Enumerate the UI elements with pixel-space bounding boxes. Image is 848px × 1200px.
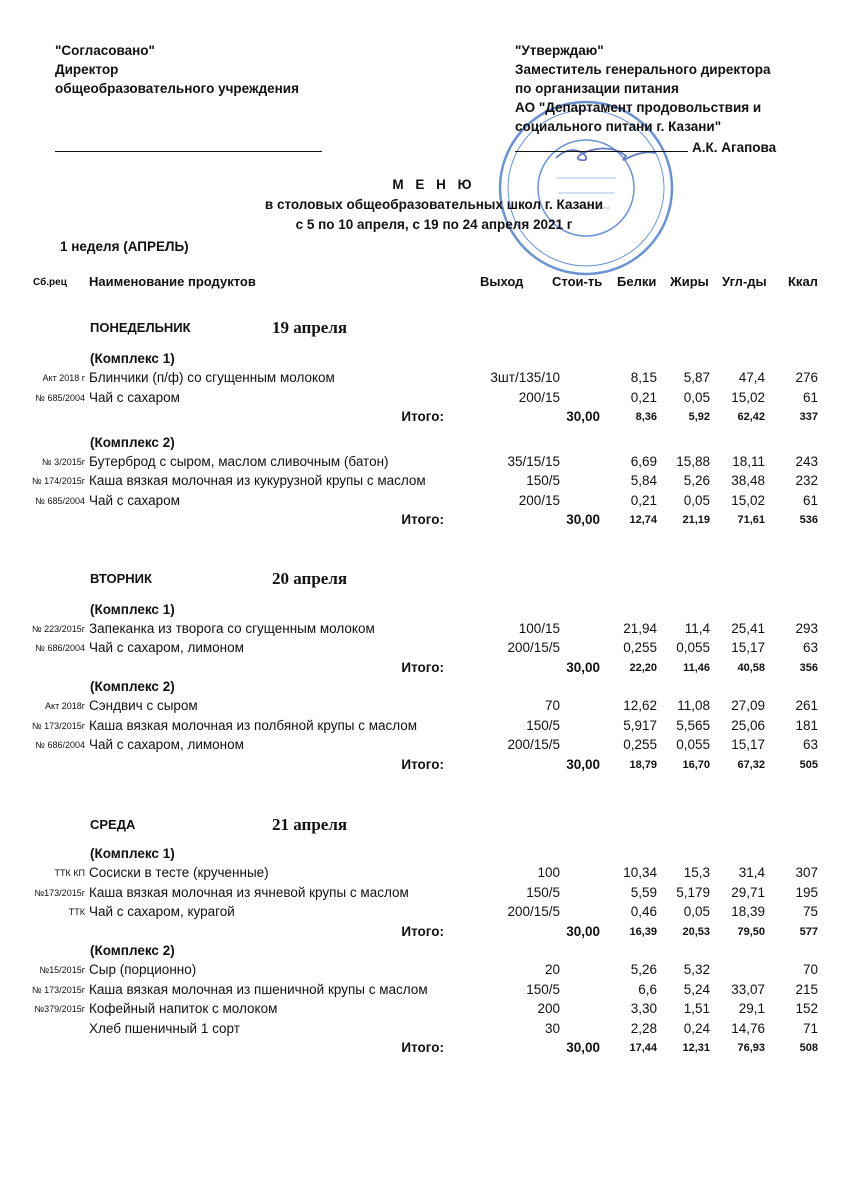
kcal-value: 75 [802, 904, 818, 920]
col-kcal: Ккал [788, 274, 818, 289]
fat-value: 0,24 [683, 1020, 710, 1036]
portion-output: 100 [537, 865, 560, 881]
protein-value: 5,26 [630, 962, 657, 978]
total-fat: 21,19 [682, 514, 710, 527]
fat-value: 0,055 [676, 737, 710, 753]
kcal-value: 61 [802, 492, 818, 508]
carbs-value: 47,4 [738, 370, 765, 386]
complex-label-row [0, 942, 848, 961]
portion-output: 30 [544, 1020, 560, 1036]
total-fat: 5,92 [688, 411, 710, 424]
total-kcal: 508 [799, 1041, 818, 1054]
recipe-code: №15/2015г [39, 965, 85, 976]
total-cost: 30,00 [566, 1039, 600, 1055]
total-label: Итого: [401, 923, 444, 939]
protein-value: 5,917 [623, 717, 657, 733]
total-protein: 12,74 [629, 514, 657, 527]
carbs-value: 15,02 [731, 492, 765, 508]
carbs-value: 29,71 [731, 884, 765, 900]
fat-value: 5,565 [676, 717, 710, 733]
kcal-value: 71 [802, 1020, 818, 1036]
table-row [0, 369, 848, 388]
portion-output: 20 [544, 962, 560, 978]
carbs-value: 14,76 [731, 1020, 765, 1036]
recipe-code: № 174/2015г [32, 476, 85, 487]
institution-label: общеобразовательного учреждения [55, 81, 299, 96]
total-label: Итого: [401, 1039, 444, 1055]
carbs-value: 38,48 [731, 473, 765, 489]
protein-value: 2,28 [630, 1020, 657, 1036]
recipe-code: №379/2015г [34, 1004, 85, 1015]
dish-name: Каша вязкая молочная из полбяной крупы с маслом [89, 717, 418, 733]
protein-value: 0,21 [630, 389, 657, 405]
signature-line-right [515, 151, 688, 152]
fat-value: 0,05 [683, 492, 710, 508]
col-carbs: Угл-ды [722, 274, 767, 289]
recipe-code: № 3/2015г [42, 456, 85, 467]
portion-output: 200/15/5 [507, 737, 560, 753]
portion-output: 3шт/135/10 [490, 370, 560, 386]
table-row [0, 472, 848, 491]
recipe-code: № 685/2004 [35, 495, 85, 506]
kcal-value: 61 [802, 389, 818, 405]
portion-output: 200/15 [518, 389, 560, 405]
deputy-title-2: по организации питания [515, 81, 679, 96]
day-name: СРЕДА [90, 817, 136, 833]
day-name: ПОНЕДЕЛЬНИК [90, 320, 191, 335]
recipe-code: № 685/2004 [35, 392, 85, 403]
dish-name: Хлеб пшеничный 1 сорт [89, 1020, 240, 1036]
kcal-value: 195 [795, 884, 818, 900]
kcal-value: 63 [802, 640, 818, 656]
total-fat: 20,53 [682, 925, 710, 938]
table-row [0, 961, 848, 980]
table-row [0, 903, 848, 922]
col-name: Наименование продуктов [89, 274, 256, 289]
approve-label: "Утверждаю" [515, 43, 604, 58]
total-row [0, 408, 848, 427]
portion-output: 35/15/15 [507, 453, 560, 469]
carbs-value: 18,11 [732, 453, 765, 469]
director-label: Директор [55, 62, 119, 77]
kcal-value: 232 [795, 473, 818, 489]
dish-name: Чай с сахаром, курагой [89, 904, 235, 920]
protein-value: 12,62 [623, 698, 657, 714]
total-carbs: 62,42 [737, 411, 765, 424]
total-fat: 11,46 [683, 661, 710, 674]
protein-value: 6,6 [638, 981, 657, 997]
recipe-code: № 173/2015г [32, 720, 85, 731]
col-output: Выход [480, 274, 524, 289]
recipe-code: ТТК [68, 907, 85, 918]
protein-value: 5,84 [630, 473, 657, 489]
kcal-value: 276 [795, 370, 818, 386]
protein-value: 5,59 [630, 884, 657, 900]
dish-name: Каша вязкая молочная из кукурузной крупы с маслом [89, 473, 426, 489]
total-cost: 30,00 [566, 659, 600, 675]
dish-name: Чай с сахаром [89, 492, 180, 508]
dish-name: Сыр (порционно) [89, 962, 197, 978]
recipe-code: №173/2015г [34, 887, 85, 898]
total-label: Итого: [401, 512, 444, 528]
dish-name: Чай с сахаром [89, 389, 180, 405]
recipe-code: № 686/2004 [35, 643, 85, 654]
complex-label-row [0, 845, 848, 864]
table-row [0, 639, 848, 658]
approval-block-right [515, 41, 771, 136]
protein-value: 0,46 [630, 904, 657, 920]
col-code: Сб.рец [33, 277, 67, 288]
recipe-code: № 223/2015г [32, 623, 85, 634]
carbs-value: 15,17 [731, 640, 765, 656]
portion-output: 150/5 [526, 717, 560, 733]
total-row [0, 659, 848, 678]
total-protein: 17,44 [629, 1041, 657, 1054]
portion-output: 200/15/5 [507, 640, 560, 656]
total-protein: 22,20 [629, 661, 657, 674]
day-date: 20 апреля [272, 568, 348, 588]
carbs-value: 25,41 [731, 620, 765, 636]
portion-output: 100/15 [518, 620, 560, 636]
fat-value: 5,32 [683, 962, 710, 978]
portion-output: 200 [537, 1001, 560, 1017]
table-row [0, 981, 848, 1000]
total-fat: 12,31 [682, 1041, 710, 1054]
kcal-value: 215 [795, 981, 818, 997]
recipe-code: ТТК КП [54, 868, 85, 879]
day-header [0, 569, 848, 595]
carbs-value: 15,17 [731, 737, 765, 753]
protein-value: 8,15 [630, 370, 657, 386]
protein-value: 6,69 [630, 453, 657, 469]
kcal-value: 307 [795, 865, 818, 881]
col-fat: Жиры [670, 274, 709, 289]
protein-value: 21,94 [623, 620, 657, 636]
total-kcal: 505 [799, 758, 818, 771]
kcal-value: 181 [795, 717, 818, 733]
dish-name: Кофейный напиток с молоком [89, 1001, 278, 1017]
complex-label-row [0, 678, 848, 697]
recipe-code: № 173/2015г [32, 984, 85, 995]
carbs-value: 18,39 [731, 904, 765, 920]
total-label: Итого: [401, 409, 444, 425]
total-cost: 30,00 [566, 756, 600, 772]
total-cost: 30,00 [566, 512, 600, 528]
recipe-code: Акт 2018 г [42, 373, 85, 384]
table-row [0, 1020, 848, 1039]
carbs-value: 15,02 [731, 389, 765, 405]
protein-value: 3,30 [630, 1001, 657, 1017]
carbs-value: 31,4 [738, 865, 765, 881]
week-label: 1 неделя (АПРЕЛЬ) [60, 239, 189, 254]
total-label: Итого: [401, 756, 444, 772]
fat-value: 5,24 [683, 981, 710, 997]
total-kcal: 577 [799, 925, 818, 938]
dish-name: Бутерброд с сыром, маслом сливочным (батон) [89, 453, 389, 469]
column-headers [0, 274, 848, 294]
document-title: М Е Н Ю [392, 177, 476, 192]
fat-value: 5,179 [676, 884, 710, 900]
table-row [0, 453, 848, 472]
day-header [0, 318, 848, 344]
day-name: ВТОРНИК [90, 570, 152, 586]
agreed-label: "Согласовано" [55, 43, 155, 58]
portion-output: 200/15/5 [507, 904, 560, 920]
protein-value: 0,255 [623, 640, 657, 656]
dish-name: Чай с сахаром, лимоном [89, 640, 244, 656]
day-header [0, 815, 848, 841]
fat-value: 11,08 [677, 698, 710, 714]
dish-name: Сэндвич с сыром [89, 698, 198, 714]
total-protein: 16,39 [629, 925, 657, 938]
signer-name: А.К. Агапова [692, 140, 777, 155]
carbs-value: 29,1 [738, 1001, 765, 1017]
fat-value: 0,055 [676, 640, 710, 656]
complex-label: (Комплекс 1) [90, 351, 175, 366]
total-row [0, 1039, 848, 1058]
table-row [0, 884, 848, 903]
complex-label: (Комплекс 2) [90, 434, 175, 450]
carbs-value: 27,09 [731, 698, 765, 714]
portion-output: 200/15 [518, 492, 560, 508]
portion-output: 150/5 [526, 981, 560, 997]
kcal-value: 63 [802, 737, 818, 753]
complex-label: (Комплекс 2) [90, 679, 175, 695]
kcal-value: 261 [795, 698, 818, 714]
total-row [0, 756, 848, 775]
approval-block-left [55, 41, 299, 98]
total-kcal: 356 [799, 661, 818, 674]
document-subtitle: в столовых общеобразовательных школ г. Казани [264, 197, 604, 212]
carbs-value: 25,06 [731, 717, 765, 733]
table-row [0, 1000, 848, 1019]
total-row [0, 511, 848, 530]
fat-value: 15,88 [676, 453, 710, 469]
col-protein: Белки [617, 274, 657, 289]
company-name-2: социального питани г. Казани" [515, 119, 722, 134]
total-carbs: 71,61 [737, 514, 765, 527]
total-cost: 30,00 [566, 923, 600, 939]
dish-name: Каша вязкая молочная из ячневой крупы с маслом [89, 884, 409, 900]
menu-body [0, 318, 848, 1058]
total-protein: 18,79 [629, 758, 657, 771]
portion-output: 150/5 [526, 473, 560, 489]
total-carbs: 67,32 [737, 758, 765, 771]
protein-value: 0,21 [630, 492, 657, 508]
dish-name: Запеканка из творога со сгущенным молоком [89, 620, 375, 636]
complex-label-row [0, 434, 848, 453]
total-kcal: 536 [799, 514, 818, 527]
kcal-value: 243 [795, 453, 818, 469]
protein-value: 10,34 [623, 865, 657, 881]
fat-value: 15,3 [683, 865, 710, 881]
fat-value: 5,26 [683, 473, 710, 489]
table-row [0, 864, 848, 883]
dish-name: Блинчики (п/ф) со сгущенным молоком [89, 370, 335, 386]
total-kcal: 337 [799, 411, 818, 424]
table-row [0, 736, 848, 755]
total-protein: 8,36 [635, 411, 657, 424]
day-date: 21 апреля [272, 815, 348, 835]
complex-label: (Комплекс 1) [90, 846, 175, 862]
fat-value: 0,05 [683, 389, 710, 405]
col-cost: Стои-ть [552, 274, 603, 289]
date-range: с 5 по 10 апреля, с 19 по 24 апреля 2021 г [295, 217, 573, 232]
dish-name: Чай с сахаром, лимоном [89, 737, 244, 753]
total-carbs: 76,93 [737, 1041, 765, 1054]
recipe-code: № 686/2004 [35, 740, 85, 751]
complex-label: (Комплекс 2) [90, 942, 175, 958]
total-carbs: 40,58 [737, 661, 765, 674]
deputy-title: Заместитель генерального директора [515, 62, 771, 77]
kcal-value: 152 [795, 1001, 818, 1017]
table-row [0, 620, 848, 639]
complex-label-row [0, 601, 848, 620]
total-fat: 16,70 [682, 758, 710, 771]
total-cost: 30,00 [566, 409, 600, 425]
kcal-value: 293 [795, 620, 818, 636]
dish-name: Каша вязкая молочная из пшеничной крупы с маслом [89, 981, 428, 997]
day-date: 19 апреля [272, 318, 348, 337]
carbs-value: 33,07 [731, 981, 765, 997]
signature-line-left [55, 151, 322, 152]
portion-output: 150/5 [526, 884, 560, 900]
total-label: Итого: [401, 659, 444, 675]
fat-value: 5,87 [683, 370, 710, 386]
portion-output: 70 [544, 698, 560, 714]
fat-value: 0,05 [683, 904, 710, 920]
company-name: АО "Департамент продовольствия и [515, 100, 762, 115]
complex-label-row [0, 350, 848, 369]
dish-name: Сосиски в тесте (крученные) [89, 865, 269, 881]
fat-value: 11,4 [684, 620, 710, 636]
fat-value: 1,51 [683, 1001, 710, 1017]
kcal-value: 70 [802, 962, 818, 978]
total-carbs: 79,50 [737, 925, 765, 938]
protein-value: 0,255 [623, 737, 657, 753]
table-row [0, 717, 848, 736]
table-row [0, 389, 848, 408]
recipe-code: Акт 2018г [45, 701, 85, 712]
table-row [0, 492, 848, 511]
complex-label: (Комплекс 1) [90, 601, 175, 617]
total-row [0, 923, 848, 942]
table-row [0, 697, 848, 716]
